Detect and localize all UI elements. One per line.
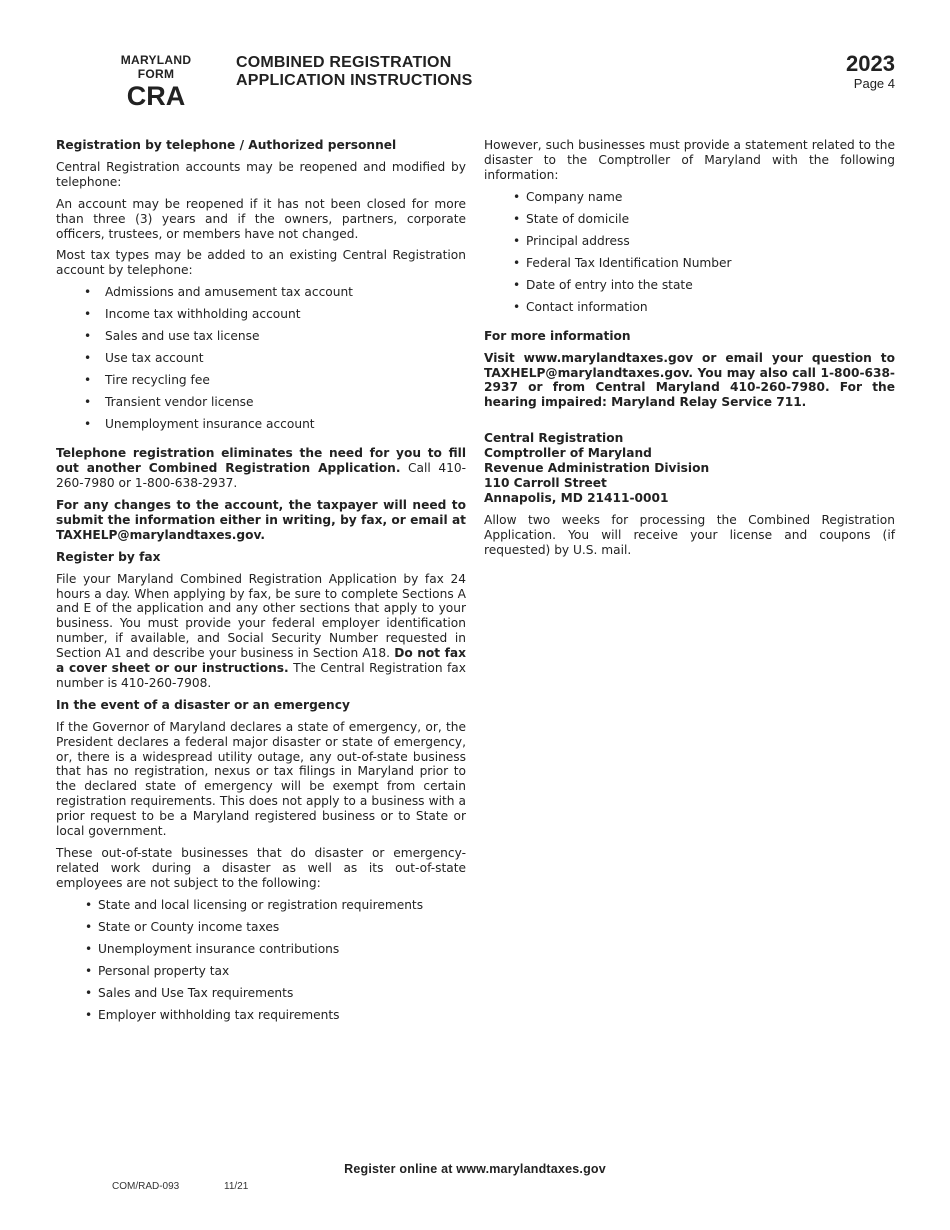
account-changes-paragraph: For any changes to the account, the taxpayer will need to submit the information either in writing, by fax, or email at TAXHELP@marylandtaxes.gov.	[56, 497, 466, 542]
left-column	[56, 138, 466, 1037]
bullet-icon: •	[513, 189, 521, 204]
list-item: • State and local licensing or registration requirements	[85, 897, 424, 912]
bullet-icon: •	[85, 919, 93, 934]
disaster-paragraph-1: If the Governor of Maryland declares a state of emergency, or, the President declares a federal major disaster or state of emergency, or, there is a widespread utility outage, any out-of-state business that has no registration, nexus or tax filings in Maryland prior to the declared state of emergency will be exempt from certain registration requirements. This does not apply to a business with a prior request to be a Maryland registered business or to State or local government.	[56, 719, 466, 839]
list-item: • Personal property tax	[85, 963, 230, 978]
more-info-paragraph: Visit www.marylandtaxes.gov or email your question to TAXHELP@marylandtaxes.gov. You may also call 1-800-638-2937 or from Central Maryland 410-260-7980. For the hearing impaired: Maryland Relay Service 711.	[484, 350, 895, 410]
form-identifier	[110, 53, 202, 111]
telephone-paragraph-1: Central Registration accounts may be reopened and modified by telephone:	[56, 159, 466, 189]
bullet-icon: •	[85, 985, 93, 1000]
address-line: Annapolis, MD 21411-0001	[484, 490, 669, 505]
bullet-icon: •	[513, 299, 521, 314]
form-word: FORM	[137, 67, 175, 81]
statement-info-list	[484, 190, 895, 322]
revision-date: 11/21	[224, 1181, 249, 1192]
mailing-address	[484, 431, 895, 506]
address-line: Comptroller of Maryland	[484, 446, 652, 461]
tax-type-list	[56, 285, 466, 439]
telephone-eliminates-paragraph: Telephone registration eliminates the need for you to fill out another Combined Registration Application. Call 410-260-7980 or 1-800-638-2937.	[56, 446, 466, 491]
list-item: • Contact information	[513, 299, 648, 314]
form-code: CRA	[126, 81, 186, 111]
statement-paragraph: However, such businesses must provide a statement related to the disaster to the Comptroller of Maryland with the following information:	[484, 138, 895, 182]
telephone-paragraph-3: Most tax types may be added to an existing Central Registration account by telephone:	[56, 248, 466, 278]
list-item: • Company name	[513, 189, 623, 204]
address-line: Central Registration	[484, 431, 624, 446]
address-line: Revenue Administration Division	[484, 461, 710, 476]
fax-paragraph: File your Maryland Combined Registration Application by fax 24 hours a day. When applying by fax, be sure to complete Sections A and E of the application and any other sections that apply to your business. You must provide your federal employer identification number, if available, and Social Security Number requested in Section A1 and describe your business in Section A18. Do not fax a cover sheet or our instructions. The Central Registration fax number is 410-260-7908.	[56, 571, 466, 690]
bullet-icon: •	[85, 941, 93, 956]
bullet-icon: •	[84, 417, 92, 432]
list-item: • State of domicile	[513, 211, 630, 226]
bullet-icon: •	[513, 277, 521, 292]
document-title-line2: APPLICATION INSTRUCTIONS	[236, 72, 473, 89]
list-item: • Federal Tax Identification Number	[513, 255, 732, 270]
more-info-heading: For more information	[484, 328, 631, 343]
form-state: MARYLAND	[120, 53, 192, 67]
bullet-icon: •	[84, 307, 92, 322]
form-number: COM/RAD-093	[112, 1181, 180, 1192]
address-line: 110 Carroll Street	[484, 475, 607, 490]
section-spacer	[484, 417, 895, 431]
page-number: Page 4	[853, 76, 895, 91]
telephone-paragraph-2: An account may be reopened if it has not been closed for more than three (3) years and if the owners, partners, corporate officers, trustees, or members have not changed.	[56, 196, 466, 241]
list-item: • Date of entry into the state	[513, 277, 693, 292]
list-item: • Sales and Use Tax requirements	[85, 985, 294, 1000]
list-item: • Tire recycling fee	[84, 373, 210, 388]
document-title-line1: COMBINED REGISTRATION	[236, 54, 452, 71]
list-item: • Income tax withholding account	[84, 307, 301, 322]
year-block	[846, 51, 895, 91]
exemption-list	[56, 898, 466, 1030]
list-item: • Use tax account	[84, 351, 204, 366]
disaster-heading: In the event of a disaster or an emergency	[56, 697, 350, 712]
processing-paragraph: Allow two weeks for processing the Combined Registration Application. You will receive your license and coupons (if requested) by U.S. mail.	[484, 512, 895, 557]
list-item: • Principal address	[513, 233, 630, 248]
list-item: • Transient vendor license	[84, 395, 254, 410]
list-item: • Employer withholding tax requirements	[85, 1007, 340, 1022]
tax-year: 2023	[846, 51, 895, 76]
right-column	[484, 138, 895, 565]
bullet-icon: •	[513, 211, 521, 226]
bullet-icon: •	[84, 329, 92, 344]
bullet-icon: •	[85, 1007, 93, 1022]
bullet-icon: •	[84, 351, 92, 366]
list-item: • Admissions and amusement tax account	[84, 285, 353, 300]
register-online-link: Register online at www.marylandtaxes.gov	[344, 1162, 606, 1176]
list-item: • Unemployment insurance account	[84, 417, 315, 432]
list-item: • State or County income taxes	[85, 919, 280, 934]
disaster-paragraph-2: These out-of-state businesses that do disaster or emergency-related work during a disaster as well as its out-of-state employees are not subject to the following:	[56, 846, 466, 890]
document-title	[236, 54, 473, 90]
bullet-icon: •	[85, 963, 93, 978]
fax-heading: Register by fax	[56, 549, 161, 564]
bullet-icon: •	[513, 255, 521, 270]
telephone-heading: Registration by telephone / Authorized personnel	[56, 138, 397, 152]
bullet-icon: •	[513, 233, 521, 248]
bullet-icon: •	[85, 897, 93, 912]
list-item: • Sales and use tax license	[84, 329, 260, 344]
bullet-icon: •	[84, 373, 92, 388]
bullet-icon: •	[84, 395, 92, 410]
bullet-icon: •	[84, 285, 92, 300]
list-item: • Unemployment insurance contributions	[85, 941, 340, 956]
